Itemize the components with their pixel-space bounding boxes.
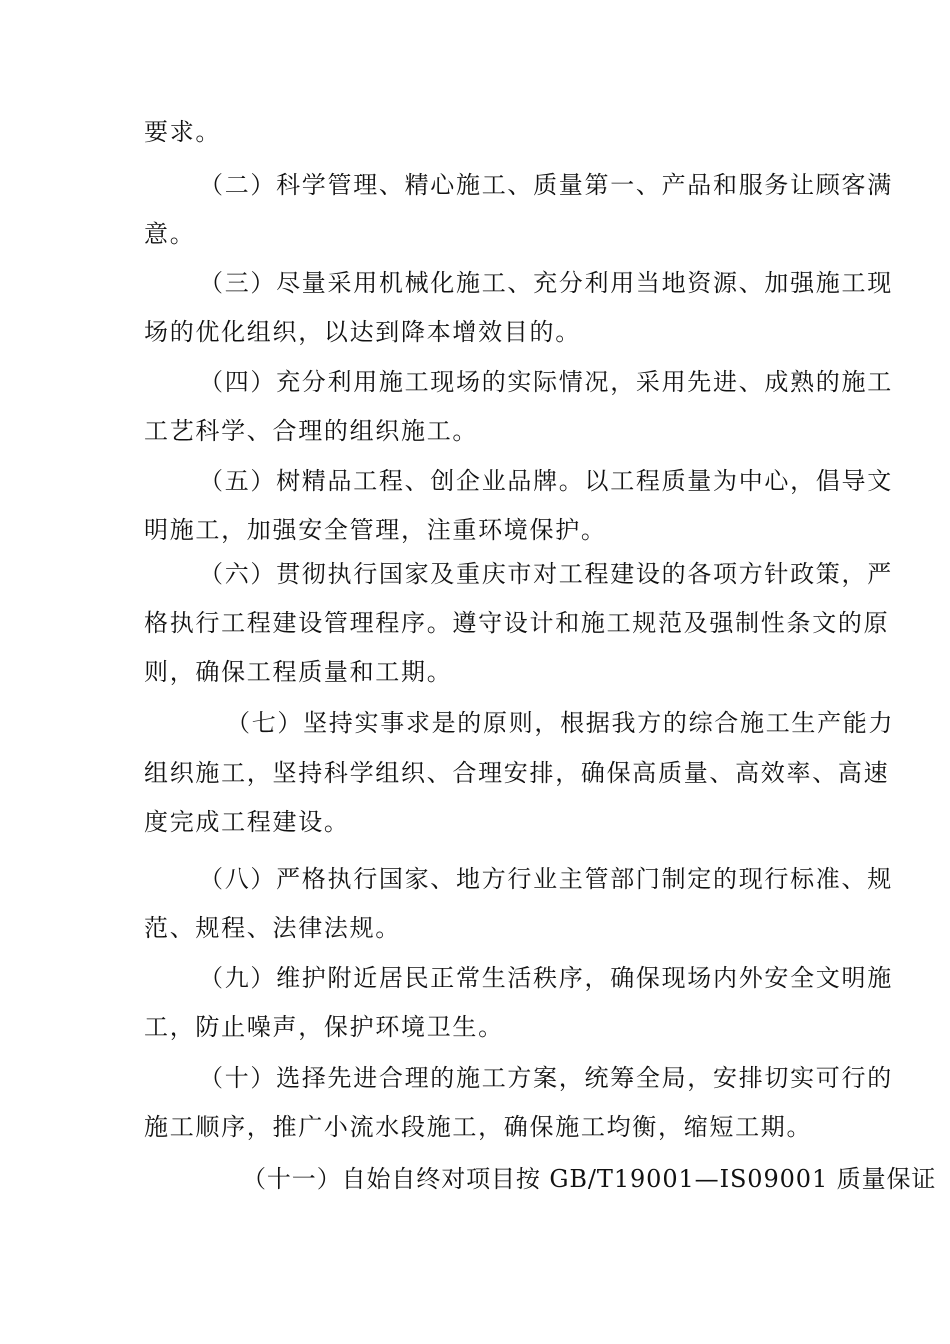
paragraph-8-line-1: （八）严格执行国家、地方行业主管部门制定的现行标准、规 xyxy=(199,865,893,893)
paragraph-7-line-3: 度完成工程建设。 xyxy=(144,808,350,836)
paragraph-2-line-1: （二）科学管理、精心施工、质量第一、产品和服务让顾客满 xyxy=(199,171,893,199)
paragraph-7-line-1: （七）坚持实事求是的原则，根据我方的综合施工生产能力 xyxy=(226,709,895,737)
paragraph-10-line-1: （十）选择先进合理的施工方案，统筹全局，安排切实可行的 xyxy=(199,1064,893,1092)
paragraph-9-line-1: （九）维护附近居民正常生活秩序，确保现场内外安全文明施 xyxy=(199,964,893,992)
paragraph-8-line-2: 范、规程、法律法规。 xyxy=(144,914,401,942)
paragraph-7-line-2: 组织施工，坚持科学组织、合理安排，确保高质量、高效率、高速 xyxy=(144,759,890,787)
paragraph-4-line-1: （四）充分利用施工现场的实际情况，采用先进、成熟的施工 xyxy=(199,368,893,396)
paragraph-10-line-2: 施工顺序，推广小流水段施工，确保施工均衡，缩短工期。 xyxy=(144,1113,813,1141)
paragraph-6-line-2: 格执行工程建设管理程序。遵守设计和施工规范及强制性条文的原 xyxy=(144,609,890,637)
paragraph-3-line-1: （三）尽量采用机械化施工、充分利用当地资源、加强施工现 xyxy=(199,269,893,297)
paragraph-5-line-1: （五）树精品工程、创企业品牌。以工程质量为中心，倡导文 xyxy=(199,467,893,495)
paragraph-4-line-2: 工艺科学、合理的组织施工。 xyxy=(144,417,479,445)
paragraph-5-line-2: 明施工，加强安全管理，注重环境保护。 xyxy=(144,516,607,544)
paragraph-6-line-3: 则，确保工程质量和工期。 xyxy=(144,658,453,686)
paragraph-2-line-2: 意。 xyxy=(144,220,196,248)
paragraph-3-line-2: 场的优化组织，以达到降本增效目的。 xyxy=(144,318,581,346)
paragraph-11-line-1: （十一）自始自终对项目按 GB/T19001—IS09001 质量保证 xyxy=(242,1165,937,1193)
text-line: 要求。 xyxy=(144,118,222,146)
paragraph-9-line-2: 工，防止噪声，保护环境卫生。 xyxy=(144,1013,504,1041)
paragraph-6-line-1: （六）贯彻执行国家及重庆市对工程建设的各项方针政策，严 xyxy=(199,560,893,588)
